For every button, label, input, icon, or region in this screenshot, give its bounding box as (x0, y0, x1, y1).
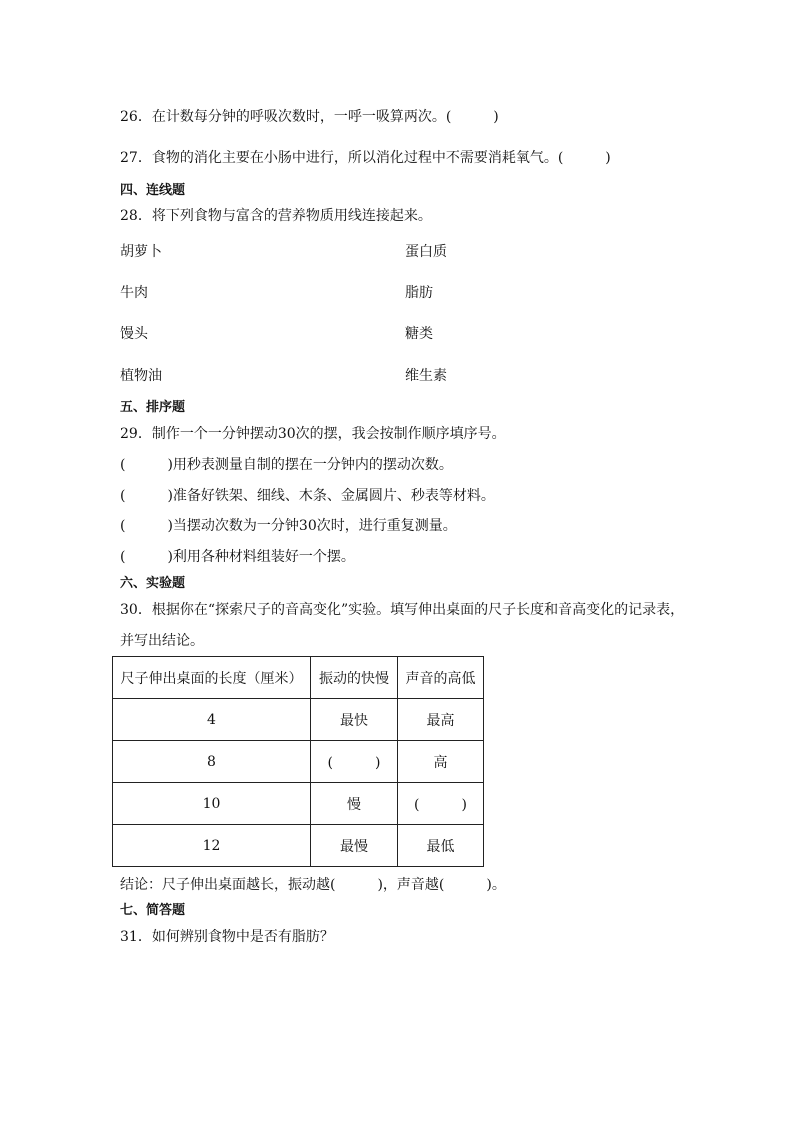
question-30-line1: 30．根据你在“探索尺子的音高变化”实验。填写伸出桌面的尺子长度和音高变化的记录表， (120, 602, 685, 618)
table-cell-blank[interactable]: ( ) (311, 741, 398, 783)
step-item: ( )当摆动次数为一分钟30次时，进行重复测量。 (120, 518, 457, 534)
table-cell-blank[interactable]: ( ) (398, 783, 484, 825)
table-cell: 最慢 (311, 825, 398, 867)
nutrient-item: 脂肪 (405, 285, 433, 301)
table-cell: 最低 (398, 825, 484, 867)
step-item: ( )准备好铁架、细线、木条、金属圆片、秒表等材料。 (120, 488, 495, 504)
food-item: 胡萝卜 (120, 244, 162, 260)
table-cell: 最快 (311, 699, 398, 741)
question-28: 28．将下列食物与富含的营养物质用线连接起来。 (120, 208, 432, 224)
question-27: 27．食物的消化主要在小肠中进行，所以消化过程中不需要消耗氧气。( ) (120, 150, 611, 166)
table-cell: 4 (113, 699, 311, 741)
table-cell: 最高 (398, 699, 484, 741)
nutrient-item: 糖类 (405, 326, 433, 342)
nutrient-item: 维生素 (405, 368, 447, 384)
question-30-line2: 并写出结论。 (120, 633, 204, 649)
table-header: 尺子伸出桌面的长度（厘米） (113, 657, 311, 699)
table-cell: 高 (398, 741, 484, 783)
section-heading-experiment: 六、实验题 (120, 576, 186, 591)
table-header: 声音的高低 (398, 657, 484, 699)
question-26: 26．在计数每分钟的呼吸次数时，一呼一吸算两次。( ) (120, 109, 499, 125)
table-row (113, 783, 484, 825)
table-cell: 12 (113, 825, 311, 867)
section-heading-short-answer: 七、简答题 (120, 903, 186, 918)
question-29: 29．制作一个一分钟摆动30次的摆，我会按制作顺序填序号。 (120, 426, 506, 442)
table-cell: 慢 (311, 783, 398, 825)
table-row (113, 825, 484, 867)
table-cell: 10 (113, 783, 311, 825)
conclusion: 结论：尺子伸出桌面越长，振动越( )，声音越( )。 (120, 877, 506, 893)
table-row (113, 741, 484, 783)
section-heading-ordering: 五、排序题 (120, 400, 186, 415)
food-item: 牛肉 (120, 285, 148, 301)
table-header-row (113, 657, 484, 699)
question-31: 31．如何辨别食物中是否有脂肪？ (120, 929, 334, 945)
table-cell: 8 (113, 741, 311, 783)
step-item: ( )利用各种材料组装好一个摆。 (120, 549, 355, 565)
step-item: ( )用秒表测量自制的摆在一分钟内的摆动次数。 (120, 457, 453, 473)
record-table (112, 656, 484, 867)
table-header: 振动的快慢 (311, 657, 398, 699)
section-heading-matching: 四、连线题 (120, 183, 186, 198)
food-item: 馒头 (120, 326, 148, 342)
table-row (113, 699, 484, 741)
food-item: 植物油 (120, 368, 162, 384)
nutrient-item: 蛋白质 (405, 244, 447, 260)
